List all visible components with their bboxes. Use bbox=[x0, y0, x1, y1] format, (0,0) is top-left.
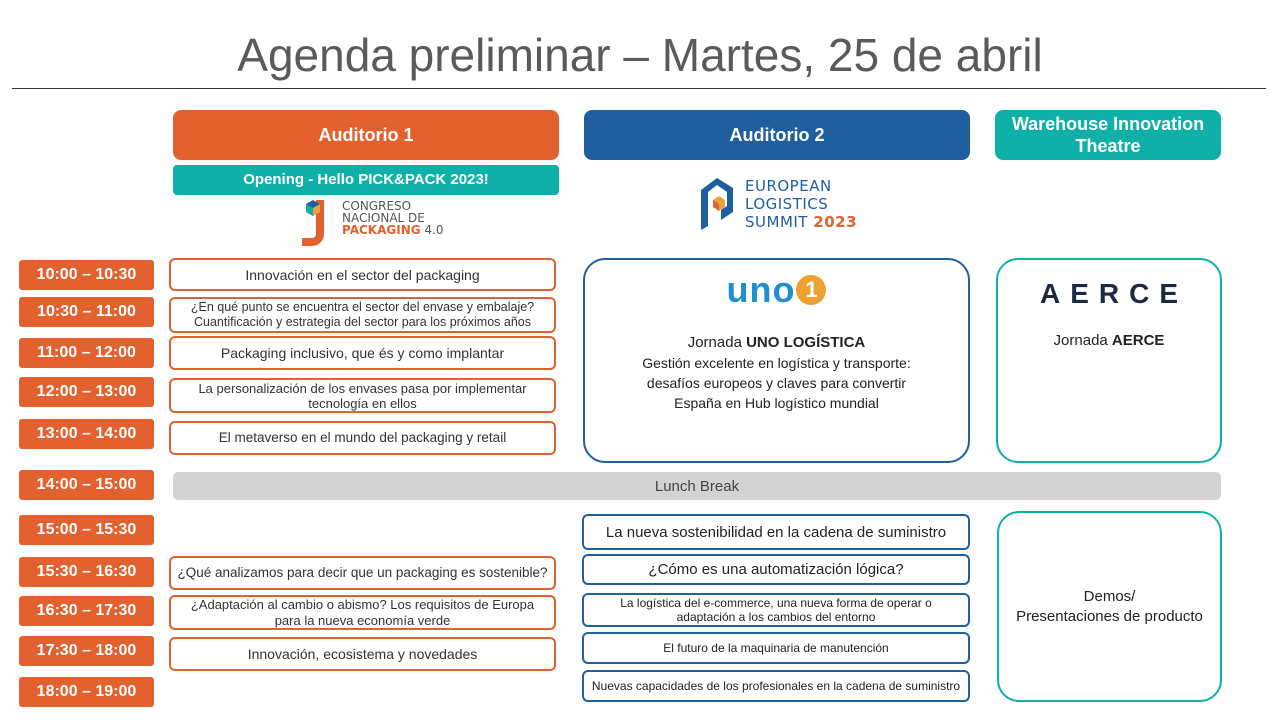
congreso-logo-icon bbox=[300, 198, 340, 250]
time-slot: 14:00 – 15:00 bbox=[19, 470, 154, 500]
aud1-session: Packaging inclusivo, que és y como implantar bbox=[169, 336, 556, 370]
aerce-title-bold: AERCE bbox=[1111, 332, 1165, 349]
uno-desc-line: desafíos europeos y claves para convertir bbox=[646, 375, 907, 391]
aud2-session: La logística del e-commerce, una nueva forma de operar o adaptación a los cambios del entorno bbox=[582, 593, 970, 627]
uno-description bbox=[642, 353, 910, 413]
aud1-session: ¿Adaptación al cambio o abismo? Los requisitos de Europa para la nueva economía verde bbox=[169, 595, 556, 630]
time-slot: 16:30 – 17:30 bbox=[19, 596, 154, 626]
aerce-title-prefix: Jornada bbox=[1053, 332, 1112, 349]
aud2-session: ¿Cómo es una automatización lógica? bbox=[582, 554, 970, 585]
european-logistics-summit-logo bbox=[697, 172, 877, 234]
aud1-session: El metaverso en el mundo del packaging y retail bbox=[169, 421, 556, 455]
time-slot: 10:00 – 10:30 bbox=[19, 260, 154, 290]
aud1-session: Innovación, ecosistema y novedades bbox=[169, 637, 556, 671]
uno-desc-line: Gestión excelente en logística y transporte: bbox=[642, 355, 911, 371]
els-line-3: SUMMIT bbox=[745, 213, 808, 231]
aerce-title bbox=[1054, 332, 1165, 349]
aud1-session: ¿En qué punto se encuentra el sector del envase y embalaje? Cuantificación y estrategia del sector para los próximos años bbox=[169, 297, 556, 333]
aerce-logo: AERCE bbox=[1039, 278, 1188, 309]
els-year: 2023 bbox=[813, 213, 858, 231]
congreso-line-2: NACIONAL DE bbox=[342, 211, 425, 225]
uno-logo-text: uno bbox=[726, 269, 796, 310]
uno-title-prefix: Jornada bbox=[687, 334, 747, 351]
time-slot: 17:30 – 18:00 bbox=[19, 636, 154, 666]
time-slot: 18:00 – 19:00 bbox=[19, 677, 154, 707]
uno-title-bold: UNO LOGÍSTICA bbox=[746, 334, 866, 351]
aerce-block bbox=[996, 258, 1222, 463]
title-divider bbox=[12, 88, 1266, 89]
uno-logo-number: 1 bbox=[796, 275, 826, 305]
aud2-session: El futuro de la maquinaria de manutención bbox=[582, 632, 970, 664]
uno-logistica-block bbox=[583, 258, 970, 463]
congreso-version: 4.0 bbox=[424, 223, 444, 237]
time-slot: 15:30 – 16:30 bbox=[19, 557, 154, 587]
els-line-1: EUROPEAN bbox=[745, 177, 832, 195]
uno-title bbox=[688, 334, 866, 351]
lunch-break-bar: Lunch Break bbox=[173, 472, 1221, 500]
uno-desc-line: España en Hub logístico mundial bbox=[674, 395, 879, 411]
els-line-2: LOGISTICS bbox=[745, 195, 829, 213]
uno-logo bbox=[727, 270, 827, 310]
els-logo-icon bbox=[697, 172, 737, 232]
aud1-session: ¿Qué analizamos para decir que un packaging es sostenible? bbox=[169, 556, 556, 590]
time-slot: 11:00 – 12:00 bbox=[19, 338, 154, 368]
time-slot: 12:00 – 13:00 bbox=[19, 377, 154, 407]
congreso-line-1: CONGRESO bbox=[342, 199, 412, 213]
time-slot: 15:00 – 15:30 bbox=[19, 515, 154, 545]
time-slot: 10:30 – 11:00 bbox=[19, 297, 154, 327]
time-slot: 13:00 – 14:00 bbox=[19, 419, 154, 449]
opening-banner: Opening - Hello PICK&PACK 2023! bbox=[173, 165, 559, 195]
aud2-session: Nuevas capacidades de los profesionales en la cadena de suministro bbox=[582, 670, 970, 702]
demos-line: Presentaciones de producto bbox=[1016, 607, 1203, 625]
demos-block bbox=[997, 511, 1222, 702]
header-auditorio-1: Auditorio 1 bbox=[173, 110, 559, 160]
congreso-packaging-logo bbox=[300, 198, 460, 250]
aud2-session: La nueva sostenibilidad en la cadena de suministro bbox=[582, 514, 970, 550]
header-auditorio-2: Auditorio 2 bbox=[584, 110, 970, 160]
page-title: Agenda preliminar – Martes, 25 de abril bbox=[237, 29, 1043, 81]
aud1-session: Innovación en el sector del packaging bbox=[169, 258, 556, 291]
header-warehouse-theatre: Warehouse Innovation Theatre bbox=[995, 110, 1221, 160]
aud1-session: La personalización de los envases pasa por implementar tecnología en ellos bbox=[169, 378, 556, 413]
congreso-line-3: PACKAGING bbox=[342, 223, 421, 237]
demos-line: Demos/ bbox=[1083, 587, 1136, 605]
